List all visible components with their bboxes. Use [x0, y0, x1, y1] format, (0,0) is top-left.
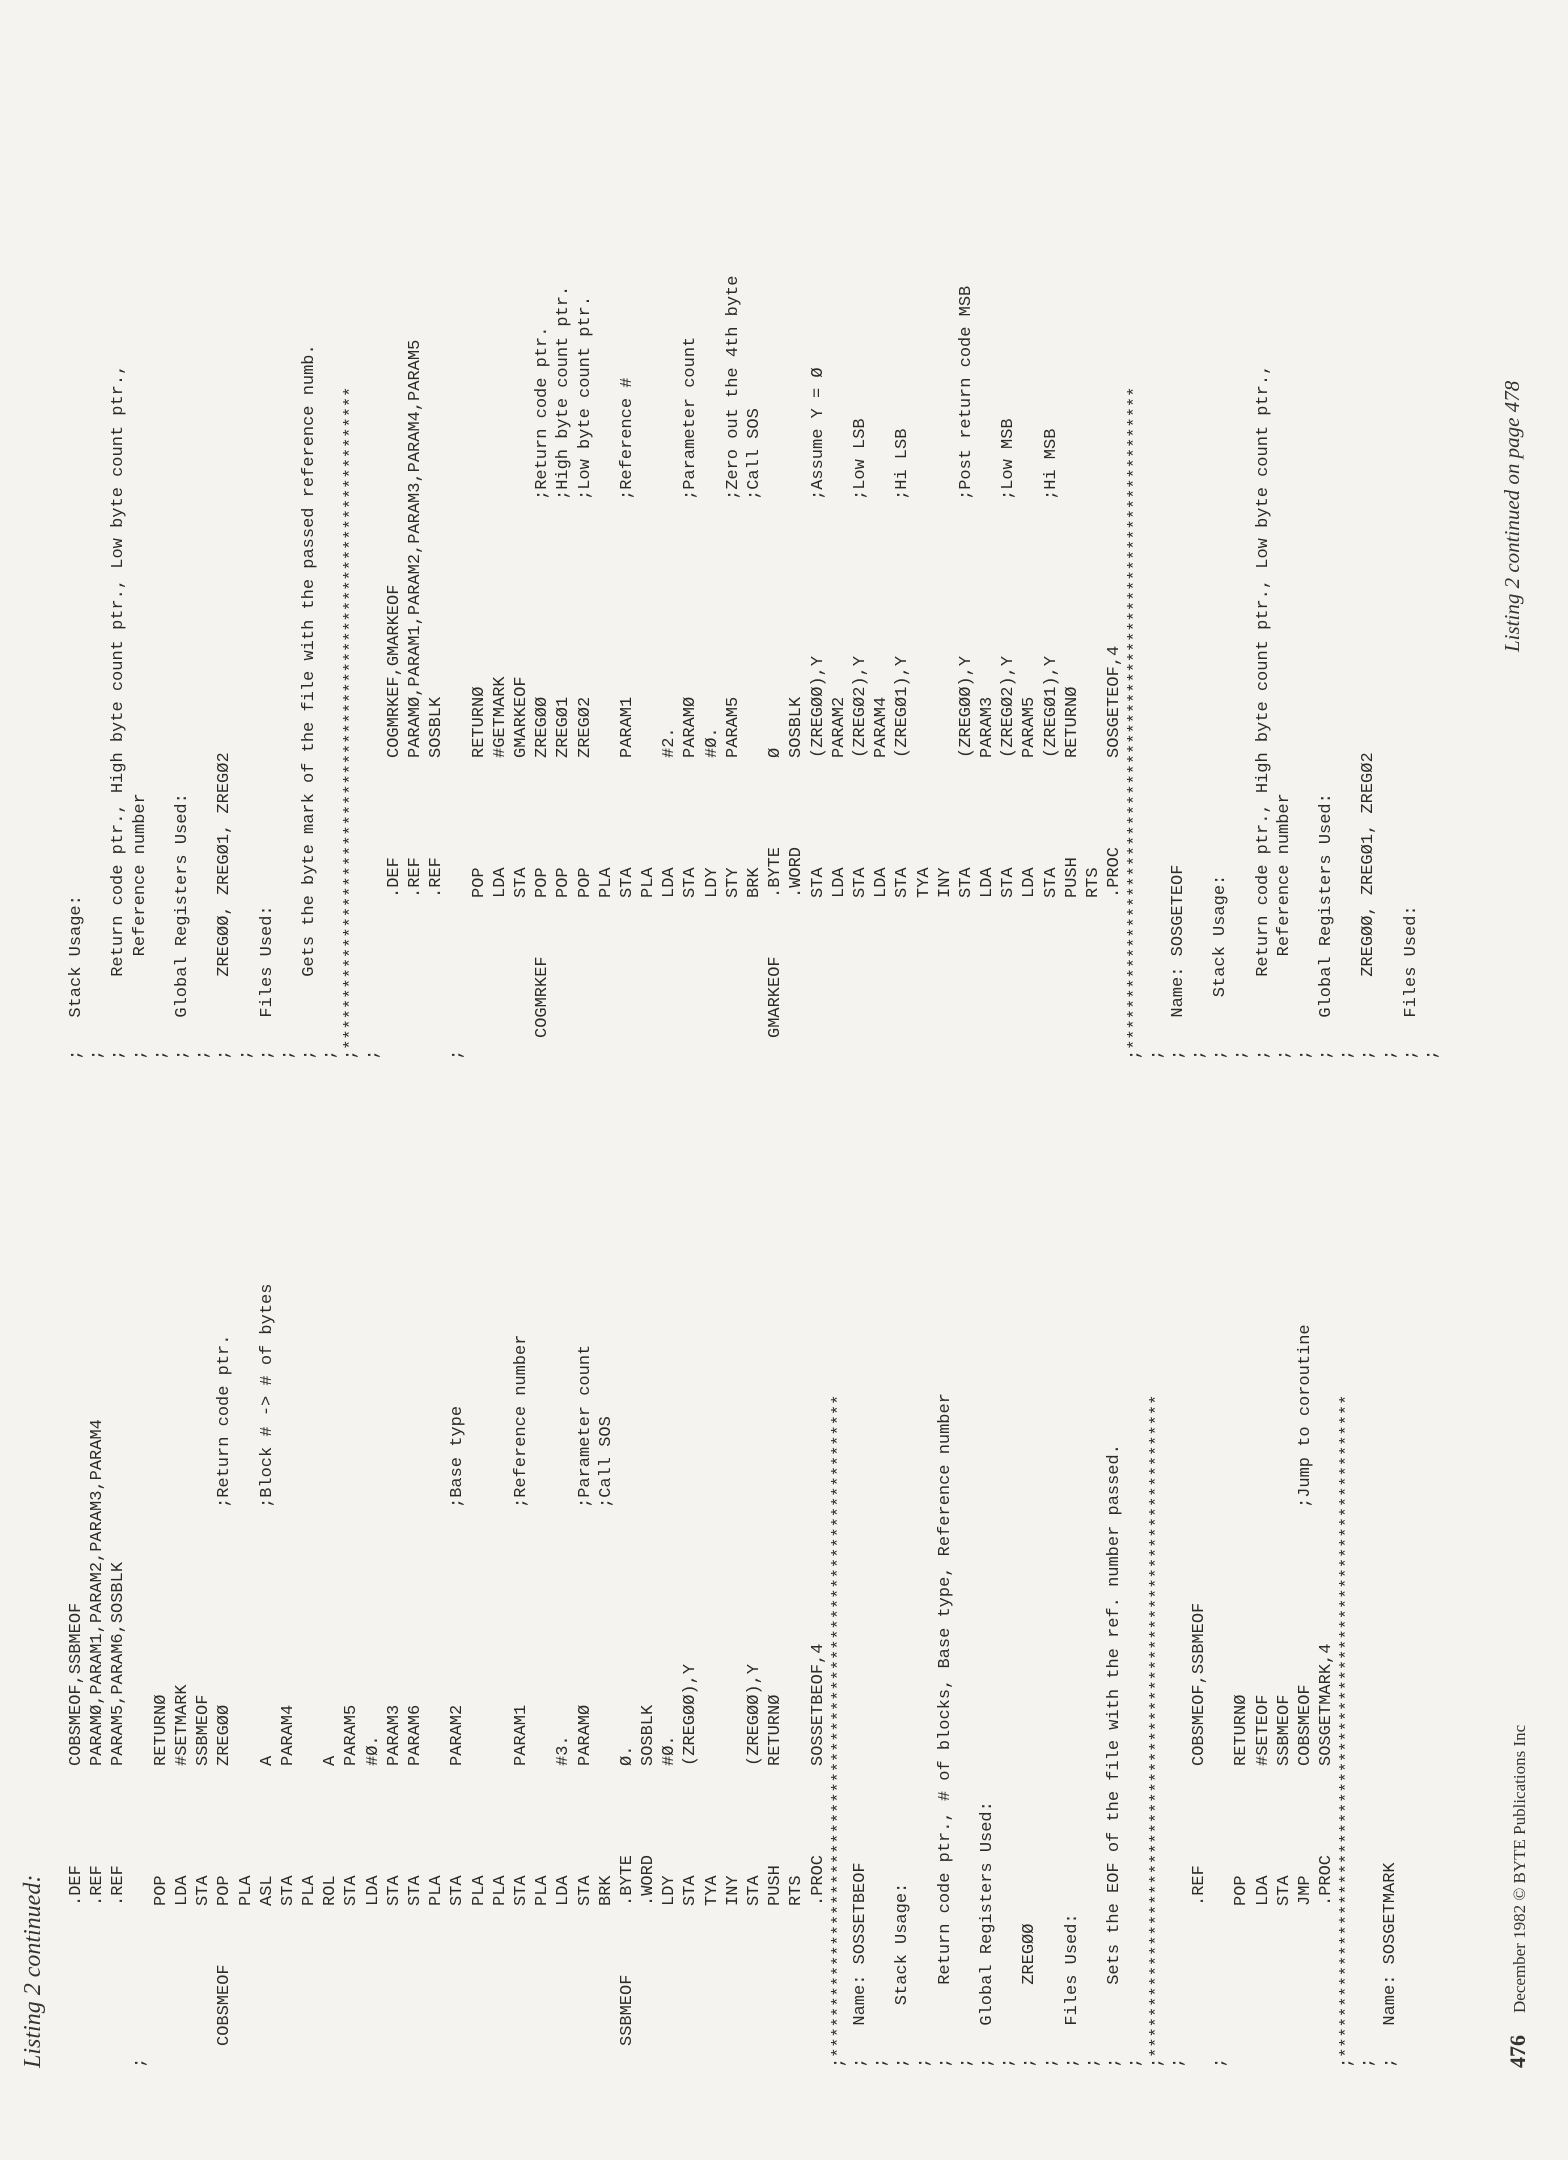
code-star: ;*****************************************************************	[342, 386, 362, 1060]
code-op: PLA	[300, 1875, 320, 1906]
code-arg: #Ø.	[363, 1735, 383, 1766]
code-arg: PARAM6	[406, 1704, 425, 1766]
code-op: PUSH	[766, 1865, 786, 1906]
code-sc: ;	[1062, 2057, 1082, 2068]
code-txt: Files Used:	[1062, 1913, 1082, 2046]
code-arg: PARAM5	[723, 696, 743, 758]
listing-heading: Listing 2 continued:	[20, 1874, 46, 2068]
code-sc: ;	[1189, 1049, 1209, 1060]
code-op: PLA	[469, 1875, 489, 1906]
code-cm: ;Low byte count ptr.	[575, 295, 595, 500]
code-sc: ;	[1359, 2057, 1379, 2068]
code-op: STY	[723, 867, 743, 898]
code-op: POP	[1232, 1875, 1252, 1906]
code-arg: RETURNØ	[1062, 686, 1082, 758]
code-cm: ;Assume Y = Ø	[808, 367, 828, 500]
code-sc: ;	[872, 2057, 892, 2068]
code-op: STA	[999, 867, 1019, 898]
code-arg: PARAMØ	[681, 696, 701, 758]
code-arg: PARAMØ	[575, 1704, 595, 1766]
code-sc: ;	[448, 1049, 468, 1060]
code-arg: PARAM3	[978, 696, 998, 758]
code-txt: Stack Usage:	[1211, 874, 1231, 1038]
code-op: INY	[723, 1875, 743, 1906]
code-arg: SOSBLK	[427, 696, 447, 758]
code-arg: SOSGETEOF,4	[1105, 645, 1125, 758]
code-arg: PARAM3	[384, 1704, 404, 1766]
code-txt: Return code ptr., # of blocks, Base type, Reference number	[935, 1393, 955, 2046]
code-txt: Gets the byte mark of the file with the passed reference numb.	[300, 344, 320, 1038]
code-op: LDA	[1253, 1875, 1273, 1906]
code-arg: RETURNØ	[766, 1694, 786, 1766]
code-op: STA	[448, 1875, 468, 1906]
code-cm: ;Jump to coroutine	[1295, 1324, 1315, 1508]
code-sc: ;	[130, 2057, 150, 2068]
code-txt: Global Registers Used:	[978, 1801, 998, 2046]
code-cm: ;Zero out the 4th byte	[723, 275, 743, 500]
code-txt: Reference number	[130, 793, 150, 1038]
code-arg: COBSMEOF,SSBMEOF	[1189, 1602, 1209, 1766]
code-op: STA	[893, 867, 913, 898]
code-op: STA	[342, 1875, 362, 1906]
code-arg: #Ø.	[702, 727, 722, 758]
code-op: STA	[808, 867, 828, 898]
code-op: STA	[511, 867, 531, 898]
code-sc: ;	[1380, 1049, 1400, 1060]
code-arg: A	[321, 1755, 341, 1766]
code-op: POP	[469, 867, 489, 898]
code-sc: ;	[236, 1049, 256, 1060]
code-op: STA	[384, 1875, 404, 1906]
code-lab: GMARKEOF	[766, 956, 786, 1038]
code-sc: ;	[999, 2057, 1019, 2068]
code-sc: ;	[1211, 2057, 1231, 2068]
code-arg: #3.	[554, 1735, 574, 1766]
code-sc: ;	[1401, 1049, 1421, 1060]
code-star: ;*****************************************************************	[1126, 386, 1146, 1060]
code-cm: ;Low MSB	[999, 418, 1019, 500]
code-sc: ;	[914, 2057, 934, 2068]
code-op: POP	[533, 867, 553, 898]
code-txt: Files Used:	[1401, 905, 1421, 1038]
code-sc: ;	[1126, 2057, 1146, 2068]
page-footer	[1505, 1725, 1531, 2068]
code-op: .DEF	[384, 857, 404, 898]
code-sc: ;	[1253, 1049, 1273, 1060]
code-op: PUSH	[1062, 857, 1082, 898]
code-op: LDA	[660, 867, 680, 898]
code-arg: PARAM1	[511, 1704, 531, 1766]
code-arg: PARAM5	[1020, 696, 1040, 758]
page-number: 476	[1505, 2035, 1530, 2068]
code-op: PLA	[639, 867, 659, 898]
code-op: .WORD	[639, 1854, 659, 1906]
code-op: STA	[511, 1875, 531, 1906]
code-op: .WORD	[787, 846, 807, 898]
code-op: LDY	[660, 1875, 680, 1906]
code-arg: COBSMEOF,SSBMEOF	[67, 1602, 86, 1766]
code-op: LDA	[554, 1875, 574, 1906]
code-cm: ;Reference number	[511, 1334, 531, 1508]
code-cm: ;Reference #	[617, 377, 637, 500]
code-sc: ;	[278, 1049, 298, 1060]
code-op: STA	[194, 1875, 214, 1906]
code-op: .REF	[1189, 1865, 1209, 1906]
code-arg: ZREGØØ	[215, 1704, 235, 1766]
code-op: STA	[745, 1875, 764, 1906]
code-sc: ;	[172, 1049, 192, 1060]
code-sc: ;	[1211, 1049, 1231, 1060]
code-op: LDA	[872, 867, 892, 898]
code-op: RTS	[787, 1875, 807, 1906]
code-op: .REF	[406, 857, 425, 898]
code-arg: PARAMØ,PARAM1,PARAM2,PARAM3,PARAM4,PARAM5	[406, 339, 425, 758]
code-op: PLA	[533, 1875, 553, 1906]
code-txt: Global Registers Used:	[1317, 793, 1337, 1038]
code-sc: ;	[215, 1049, 235, 1060]
code-op: PLA	[596, 867, 616, 898]
code-sc: ;	[1232, 1049, 1252, 1060]
code-txt: Name: SOSGETEOF	[1168, 864, 1188, 1038]
code-sc: ;	[1020, 2057, 1040, 2068]
code-arg: #GETMARK	[490, 676, 510, 758]
code-sc: ;	[130, 1049, 150, 1060]
code-arg: A	[257, 1755, 277, 1766]
code-txt: Name: SOSSETBEOF	[850, 1862, 870, 2046]
code-sc: ;	[151, 1049, 171, 1060]
code-sc: ;	[850, 2057, 870, 2068]
code-sc: ;	[257, 1049, 277, 1060]
code-arg: SSBMEOF	[194, 1694, 214, 1766]
code-txt: Sets the EOF of the file with the ref. number passed.	[1105, 1444, 1125, 2046]
code-sc: ;	[1274, 1049, 1294, 1060]
code-sc: ;	[956, 2057, 976, 2068]
code-cm: ;Call SOS	[745, 408, 764, 500]
code-op: TYA	[914, 867, 934, 898]
code-lab: COGMRKEF	[533, 956, 553, 1038]
code-arg: PARAM5,PARAM6,SOSBLK	[109, 1561, 129, 1766]
code-arg: (ZREGØØ),Y	[956, 655, 976, 758]
code-arg: (ZREGØ2),Y	[850, 655, 870, 758]
code-txt: Return code ptr., High byte count ptr., Low byte count ptr.,	[109, 364, 129, 1038]
code-op: .BYTE	[617, 1854, 637, 1906]
code-cm: ;Post return code MSB	[956, 285, 976, 500]
code-sc: ;	[1295, 1049, 1315, 1060]
code-op: LDY	[702, 867, 722, 898]
code-arg: RETURNØ	[1232, 1694, 1252, 1766]
code-arg: PARAM5	[342, 1704, 362, 1766]
code-lab: SSBMEOF	[617, 1974, 637, 2046]
code-star: ;*****************************************************************	[1338, 1394, 1358, 2068]
code-op: STA	[1041, 867, 1061, 898]
code-arg: Ø.	[617, 1745, 637, 1766]
code-sc: ;	[935, 2057, 955, 2068]
code-sc: ;	[88, 1049, 108, 1060]
code-arg: (ZREGØØ),Y	[745, 1663, 764, 1766]
code-cm: ;High byte count ptr.	[554, 285, 574, 500]
code-arg: PARAM1	[617, 696, 637, 758]
code-arg: (ZREGØØ),Y	[681, 1663, 701, 1766]
code-arg: PARAM4	[872, 696, 892, 758]
code-lab: COBSMEOF	[215, 1964, 235, 2046]
code-txt: ZREGØØ, ZREGØ1, ZREGØ2	[1359, 752, 1379, 1038]
code-txt: ZREGØØ	[1020, 1923, 1040, 2046]
code-cm: ;Parameter count	[681, 336, 701, 500]
code-txt: Reference number	[1274, 793, 1294, 1038]
code-arg: PARAM2	[829, 696, 849, 758]
code-arg: (ZREGØ1),Y	[1041, 655, 1061, 758]
code-cm: ;Parameter count	[575, 1344, 595, 1508]
code-sc: ;	[300, 1049, 320, 1060]
code-op: .PROC	[1105, 846, 1125, 898]
code-sc: ;	[321, 1049, 341, 1060]
code-sc: ;	[1380, 2057, 1400, 2068]
code-arg: #SETEOF	[1253, 1694, 1273, 1766]
code-arg: ZREGØØ	[533, 696, 553, 758]
code-cm: ;Return code ptr.	[533, 326, 553, 500]
code-sc: ;	[1147, 1049, 1167, 1060]
code-txt: Name: SOSGETMARK	[1380, 1862, 1400, 2046]
code-cm: ;Block # -> # of bytes	[257, 1283, 277, 1508]
code-op: POP	[151, 1875, 171, 1906]
code-op: .DEF	[67, 1865, 86, 1906]
code-cm: ;Base type	[448, 1405, 468, 1508]
code-txt: Files Used:	[257, 905, 277, 1038]
code-arg: RETURNØ	[469, 686, 489, 758]
code-cm: ;Call SOS	[596, 1416, 616, 1508]
code-sc: ;	[109, 1049, 129, 1060]
code-txt: Return code ptr., High byte count ptr., Low byte count ptr.,	[1253, 364, 1273, 1038]
code-op: ASL	[257, 1875, 277, 1906]
code-op: STA	[575, 1875, 595, 1906]
code-op: STA	[956, 867, 976, 898]
code-arg: PARAM2	[448, 1704, 468, 1766]
code-arg: (ZREGØ1),Y	[893, 655, 913, 758]
code-op: STA	[617, 867, 637, 898]
code-arg: COGMRKEF,GMARKEOF	[384, 584, 404, 758]
code-arg: SOSBLK	[639, 1704, 659, 1766]
code-op: .PROC	[1317, 1854, 1337, 1906]
code-cm: ;Hi MSB	[1041, 428, 1061, 500]
code-arg: (ZREGØ2),Y	[999, 655, 1019, 758]
footer-text: December 1982 © BYTE Publications Inc	[1510, 1724, 1529, 2013]
code-op: POP	[554, 867, 574, 898]
code-arg: PARAM4	[278, 1704, 298, 1766]
code-op: TYA	[702, 1875, 722, 1906]
code-sc: ;	[363, 1049, 383, 1060]
code-sc: ;	[1168, 2057, 1188, 2068]
code-op: STA	[681, 1875, 701, 1906]
code-op: PLA	[490, 1875, 510, 1906]
code-sc: ;	[194, 1049, 214, 1060]
code-cm: ;Low LSB	[850, 418, 870, 500]
code-arg: PARAMØ,PARAM1,PARAM2,PARAM3,PARAM4	[88, 1419, 108, 1766]
code-op: .REF	[427, 857, 447, 898]
code-txt: ZREGØØ, ZREGØ1, ZREGØ2	[215, 752, 235, 1038]
code-op: LDA	[978, 867, 998, 898]
code-sc: ;	[893, 2057, 913, 2068]
code-sc: ;	[1423, 1049, 1442, 1060]
code-sc: ;	[1317, 1049, 1337, 1060]
code-op: POP	[575, 867, 595, 898]
code-sc: ;	[67, 1049, 86, 1060]
code-op: RTS	[1084, 867, 1103, 898]
code-arg: #2.	[660, 727, 680, 758]
code-txt: Stack Usage:	[893, 1882, 913, 2046]
code-arg: SOSSETBEOF,4	[808, 1643, 828, 1766]
code-arg: GMARKEOF	[511, 676, 531, 758]
code-op: LDA	[1020, 867, 1040, 898]
code-op: STA	[406, 1875, 425, 1906]
code-sc: ;	[978, 2057, 998, 2068]
code-op: PLA	[236, 1875, 256, 1906]
code-sc: ;	[1338, 1049, 1358, 1060]
code-op: BRK	[745, 867, 764, 898]
code-op: LDA	[490, 867, 510, 898]
code-arg: (ZREGØØ),Y	[808, 655, 828, 758]
code-op: ROL	[321, 1875, 341, 1906]
code-cm: ;Hi LSB	[893, 428, 913, 500]
code-arg: RETURNØ	[151, 1694, 171, 1766]
code-op: PLA	[427, 1875, 447, 1906]
code-op: .REF	[88, 1865, 108, 1906]
code-op: LDA	[363, 1875, 383, 1906]
code-op: STA	[850, 867, 870, 898]
code-op: .BYTE	[766, 846, 786, 898]
code-sc: ;	[1041, 2057, 1061, 2068]
code-arg: ZREGØ1	[554, 696, 574, 758]
code-arg: Ø	[766, 747, 786, 758]
code-txt: Global Registers Used:	[172, 793, 192, 1038]
code-star: ;*****************************************************************	[829, 1394, 849, 2068]
code-arg: COBSMEOF	[1295, 1684, 1315, 1766]
code-op: BRK	[596, 1875, 616, 1906]
code-op: .PROC	[808, 1854, 828, 1906]
code-arg: #Ø.	[660, 1735, 680, 1766]
code-sc: ;	[1105, 2057, 1125, 2068]
code-op: LDA	[172, 1875, 192, 1906]
code-op: STA	[278, 1875, 298, 1906]
code-arg: SOSBLK	[787, 696, 807, 758]
code-op: JMP	[1295, 1875, 1315, 1906]
code-sc: ;	[1359, 1049, 1379, 1060]
code-sc: ;	[1084, 2057, 1103, 2068]
code-arg: #SETMARK	[172, 1684, 192, 1766]
code-arg: SSBMEOF	[1274, 1694, 1294, 1766]
code-op: LDA	[829, 867, 849, 898]
code-op: POP	[215, 1875, 235, 1906]
code-cm: ;Return code ptr.	[215, 1334, 235, 1508]
code-op: STA	[681, 867, 701, 898]
code-op: INY	[935, 867, 955, 898]
code-sc: ;	[1168, 1049, 1188, 1060]
code-txt: Stack Usage:	[67, 895, 86, 1038]
code-arg: SOSGETMARK,4	[1317, 1643, 1337, 1766]
code-star: ;*****************************************************************	[1147, 1394, 1167, 2068]
code-arg: ZREGØ2	[575, 696, 595, 758]
code-op: .REF	[109, 1865, 129, 1906]
continued-note: Listing 2 continued on page 478	[1500, 380, 1524, 652]
code-op: STA	[1274, 1875, 1294, 1906]
